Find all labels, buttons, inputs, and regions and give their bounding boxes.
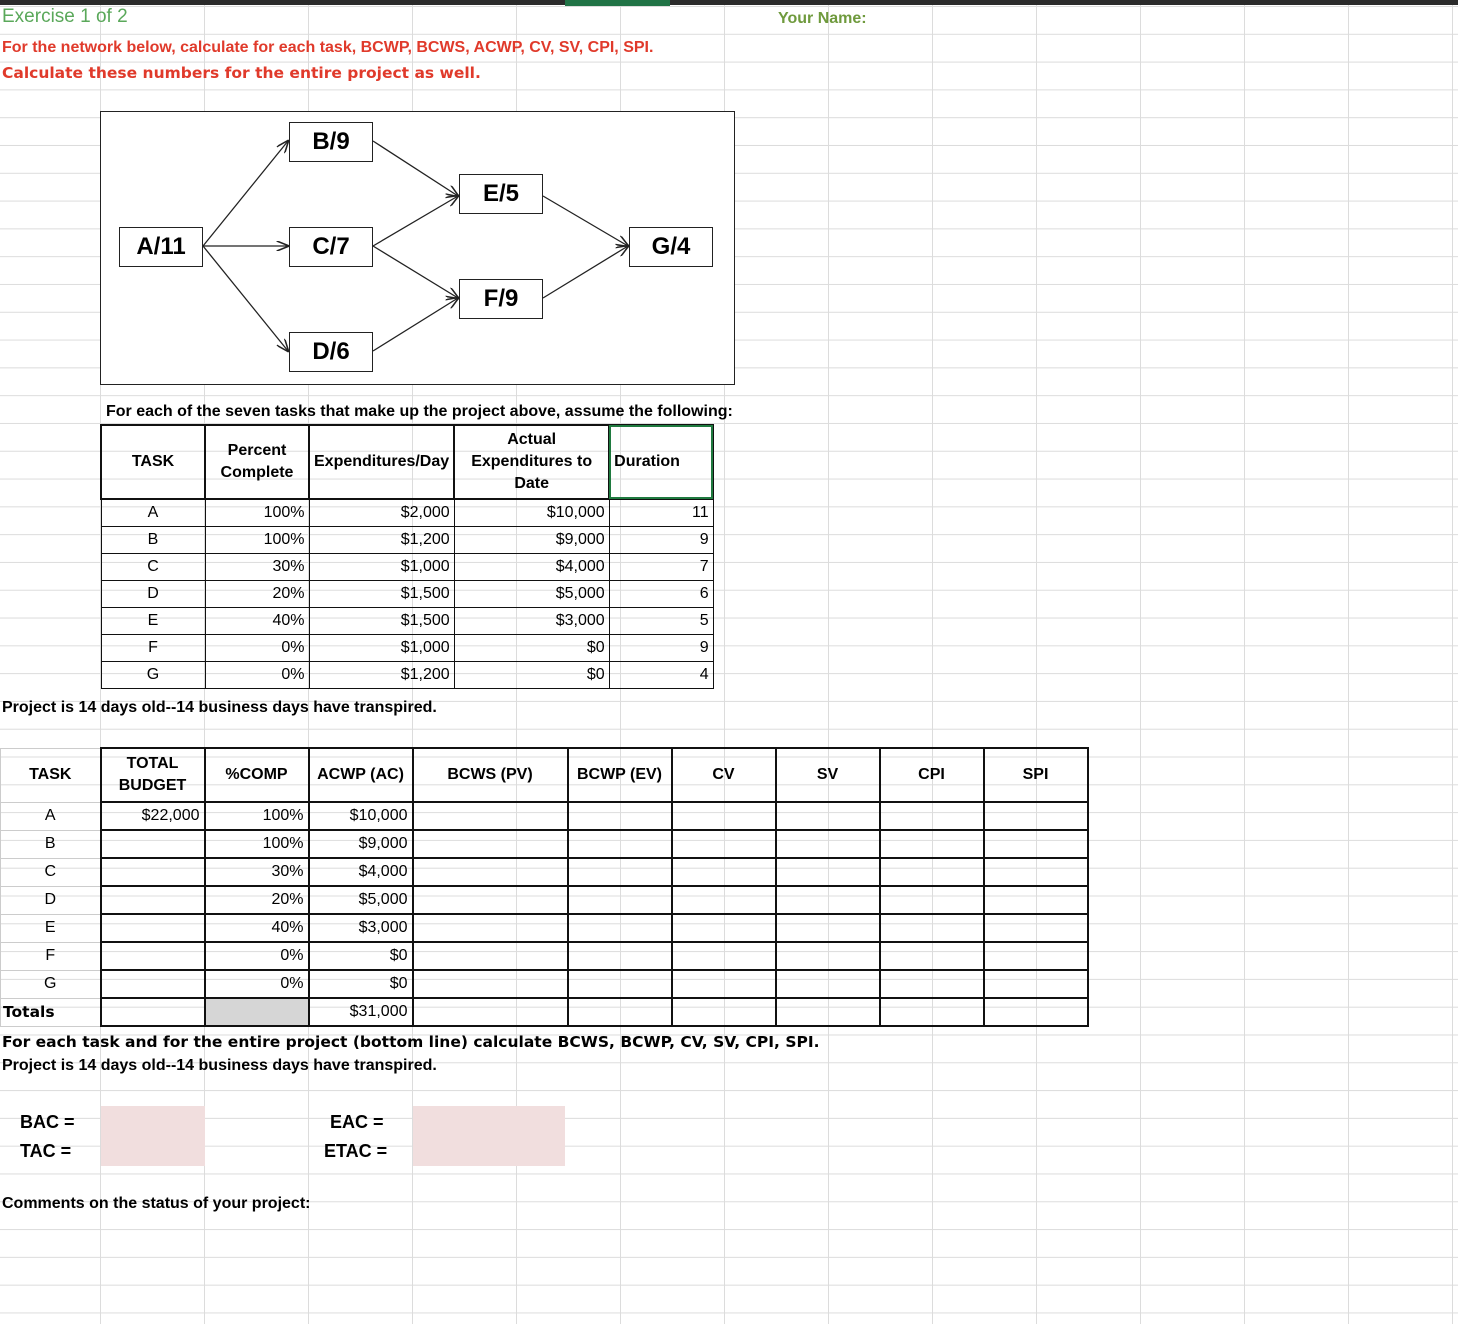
table-row (1, 830, 1088, 858)
acwp-cell[interactable]: $5,000 (309, 886, 413, 914)
table-row (1, 802, 1088, 830)
bcws-cell[interactable] (413, 886, 568, 914)
node-d: D/6 (289, 332, 373, 372)
spi-cell[interactable] (984, 830, 1088, 858)
table-row (101, 554, 713, 581)
col-header-spi[interactable]: SPI (984, 748, 1088, 802)
cpi-cell[interactable] (880, 886, 984, 914)
spi-cell[interactable] (984, 970, 1088, 998)
bcwp-cell[interactable] (568, 802, 672, 830)
cpi-cell[interactable] (880, 802, 984, 830)
pct-cell[interactable]: 100% (205, 802, 309, 830)
footer-project-age: Project is 14 days old--14 business days have transpired. (2, 1057, 437, 1074)
task-cell[interactable]: B (1, 830, 101, 858)
your-name-label: Your Name: (778, 10, 867, 27)
actual-cell[interactable]: $0 (454, 662, 609, 689)
percent-cell[interactable]: 100% (205, 499, 309, 527)
budget-cell[interactable] (101, 886, 205, 914)
col-header-pct-comp[interactable]: %COMP (205, 748, 309, 802)
cpi-cell[interactable] (880, 914, 984, 942)
task-cell[interactable]: A (101, 499, 205, 527)
duration-cell[interactable]: 9 (609, 635, 713, 662)
sv-cell[interactable] (776, 970, 880, 998)
actual-cell[interactable]: $0 (454, 635, 609, 662)
col-header-task[interactable]: TASK (1, 748, 101, 802)
percent-cell[interactable]: 30% (205, 554, 309, 581)
etac-label: ETAC = (324, 1141, 388, 1161)
acwp-cell[interactable]: $10,000 (309, 802, 413, 830)
acwp-cell[interactable]: $3,000 (309, 914, 413, 942)
acwp-cell[interactable]: $0 (309, 942, 413, 970)
totals-spi-cell[interactable] (984, 998, 1088, 1026)
sv-cell[interactable] (776, 886, 880, 914)
percent-cell[interactable]: 20% (205, 581, 309, 608)
task-cell[interactable]: G (1, 970, 101, 998)
cv-cell[interactable] (672, 858, 776, 886)
node-a: A/11 (119, 227, 203, 267)
table-row (101, 499, 713, 527)
acwp-cell[interactable]: $9,000 (309, 830, 413, 858)
network-arrows (0, 0, 1458, 420)
totals-pct-cell[interactable] (205, 998, 309, 1026)
bcws-cell[interactable] (413, 802, 568, 830)
table-row (1, 886, 1088, 914)
results-table (0, 747, 1089, 1027)
task-cell[interactable]: F (101, 635, 205, 662)
spi-cell[interactable] (984, 802, 1088, 830)
duration-cell[interactable]: 5 (609, 608, 713, 635)
pct-cell[interactable]: 20% (205, 886, 309, 914)
bcws-cell[interactable] (413, 858, 568, 886)
bcwp-cell[interactable] (568, 858, 672, 886)
tac-label: TAC = (20, 1141, 72, 1161)
percent-cell[interactable]: 100% (205, 527, 309, 554)
per-day-cell[interactable]: $1,000 (309, 554, 454, 581)
table-row (101, 635, 713, 662)
task-cell[interactable]: G (101, 662, 205, 689)
bcws-cell[interactable] (413, 830, 568, 858)
node-e: E/5 (459, 174, 543, 214)
task-cell[interactable]: C (101, 554, 205, 581)
bcws-cell[interactable] (413, 942, 568, 970)
totals-label[interactable]: Totals (1, 998, 101, 1026)
table-row (1, 858, 1088, 886)
node-b: B/9 (289, 122, 373, 162)
col-header-percent-complete[interactable]: Percent Complete (205, 425, 309, 499)
cv-cell[interactable] (672, 942, 776, 970)
sv-cell[interactable] (776, 858, 880, 886)
node-g: G/4 (629, 227, 713, 267)
col-header-cpi[interactable]: CPI (880, 748, 984, 802)
totals-acwp-cell[interactable]: $31,000 (309, 998, 413, 1026)
node-c: C/7 (289, 227, 373, 267)
instruction-line-1: For the network below, calculate for each task, BCWP, BCWS, ACWP, CV, SV, CPI, SPI. (2, 39, 654, 56)
totals-bcws-cell[interactable] (413, 998, 568, 1026)
per-day-cell[interactable]: $1,200 (309, 662, 454, 689)
budget-cell[interactable] (101, 970, 205, 998)
task-cell[interactable]: E (101, 608, 205, 635)
bac-label: BAC = (20, 1112, 75, 1132)
totals-cv-cell[interactable] (672, 998, 776, 1026)
per-day-cell[interactable]: $1,000 (309, 635, 454, 662)
duration-cell[interactable]: 6 (609, 581, 713, 608)
actual-cell[interactable]: $4,000 (454, 554, 609, 581)
budget-cell[interactable]: $22,000 (101, 802, 205, 830)
comments-label: Comments on the status of your project: (2, 1195, 311, 1212)
duration-cell[interactable]: 11 (609, 499, 713, 527)
task-cell[interactable]: D (101, 581, 205, 608)
instruction-line-2: Calculate these numbers for the entire project as well. (2, 64, 481, 82)
col-header-sv[interactable]: SV (776, 748, 880, 802)
cpi-cell[interactable] (880, 830, 984, 858)
pct-cell[interactable]: 40% (205, 914, 309, 942)
spi-cell[interactable] (984, 942, 1088, 970)
cv-cell[interactable] (672, 886, 776, 914)
task-cell[interactable]: C (1, 858, 101, 886)
bcwp-cell[interactable] (568, 886, 672, 914)
bcwp-cell[interactable] (568, 914, 672, 942)
cpi-cell[interactable] (880, 858, 984, 886)
cpi-cell[interactable] (880, 942, 984, 970)
task-cell[interactable]: B (101, 527, 205, 554)
per-day-cell[interactable]: $1,200 (309, 527, 454, 554)
percent-cell[interactable]: 0% (205, 635, 309, 662)
duration-cell[interactable]: 4 (609, 662, 713, 689)
node-f: F/9 (459, 279, 543, 319)
pct-cell[interactable]: 30% (205, 858, 309, 886)
task-cell[interactable]: A (1, 802, 101, 830)
actual-cell[interactable]: $10,000 (454, 499, 609, 527)
col-header-expenditures-day[interactable]: Expenditures/Day (309, 425, 454, 499)
totals-budget-cell[interactable] (101, 998, 205, 1026)
totals-bcwp-cell[interactable] (568, 998, 672, 1026)
acwp-cell[interactable]: $0 (309, 970, 413, 998)
spi-cell[interactable] (984, 886, 1088, 914)
col-header-duration[interactable]: Duration (609, 425, 713, 499)
sv-cell[interactable] (776, 942, 880, 970)
duration-cell[interactable]: 7 (609, 554, 713, 581)
table-row (101, 527, 713, 554)
project-age-note: Project is 14 days old--14 business days have transpired. (2, 699, 437, 716)
bac-tac-input[interactable] (101, 1106, 205, 1166)
cv-cell[interactable] (672, 970, 776, 998)
actual-cell[interactable]: $5,000 (454, 581, 609, 608)
per-day-cell[interactable]: $1,500 (309, 608, 454, 635)
percent-cell[interactable]: 0% (205, 662, 309, 689)
table-row (1, 942, 1088, 970)
col-header-task[interactable]: TASK (101, 425, 205, 499)
bcwp-cell[interactable] (568, 970, 672, 998)
cpi-cell[interactable] (880, 970, 984, 998)
table-row (101, 662, 713, 689)
budget-cell[interactable] (101, 914, 205, 942)
cv-cell[interactable] (672, 830, 776, 858)
col-header-bcwp[interactable]: BCWP (EV) (568, 748, 672, 802)
table-row (1, 914, 1088, 942)
acwp-cell[interactable]: $4,000 (309, 858, 413, 886)
percent-cell[interactable]: 40% (205, 608, 309, 635)
bcwp-cell[interactable] (568, 942, 672, 970)
col-header-bcws[interactable]: BCWS (PV) (413, 748, 568, 802)
budget-cell[interactable] (101, 942, 205, 970)
sv-cell[interactable] (776, 830, 880, 858)
col-header-total-budget[interactable]: TOTAL BUDGET (101, 748, 205, 802)
totals-row (1, 998, 1088, 1026)
budget-cell[interactable] (101, 830, 205, 858)
pct-cell[interactable]: 0% (205, 942, 309, 970)
spi-cell[interactable] (984, 858, 1088, 886)
table-row (101, 581, 713, 608)
totals-cpi-cell[interactable] (880, 998, 984, 1026)
footer-instruction: For each task and for the entire project (bottom line) calculate BCWS, BCWP, CV, SV, CPI, SPI. (2, 1033, 820, 1051)
sv-cell[interactable] (776, 802, 880, 830)
bcws-cell[interactable] (413, 970, 568, 998)
table-row (101, 608, 713, 635)
col-header-cv[interactable]: CV (672, 748, 776, 802)
exercise-title: Exercise 1 of 2 (2, 6, 128, 27)
spi-cell[interactable] (984, 914, 1088, 942)
table-row (1, 970, 1088, 998)
cv-cell[interactable] (672, 914, 776, 942)
bcwp-cell[interactable] (568, 830, 672, 858)
task-cell[interactable]: F (1, 942, 101, 970)
pct-cell[interactable]: 100% (205, 830, 309, 858)
totals-sv-cell[interactable] (776, 998, 880, 1026)
actual-cell[interactable]: $9,000 (454, 527, 609, 554)
task-cell[interactable]: E (1, 914, 101, 942)
pct-cell[interactable]: 0% (205, 970, 309, 998)
duration-cell[interactable]: 9 (609, 527, 713, 554)
assumptions-table (100, 424, 714, 689)
budget-cell[interactable] (101, 858, 205, 886)
bcws-cell[interactable] (413, 914, 568, 942)
eac-etac-input[interactable] (413, 1106, 565, 1166)
task-cell[interactable]: D (1, 886, 101, 914)
col-header-acwp[interactable]: ACWP (AC) (309, 748, 413, 802)
assumptions-heading: For each of the seven tasks that make up the project above, assume the following: (106, 403, 733, 420)
col-header-actual-expenditures[interactable]: Actual Expenditures to Date (454, 425, 609, 499)
actual-cell[interactable]: $3,000 (454, 608, 609, 635)
sv-cell[interactable] (776, 914, 880, 942)
per-day-cell[interactable]: $1,500 (309, 581, 454, 608)
per-day-cell[interactable]: $2,000 (309, 499, 454, 527)
eac-label: EAC = (330, 1112, 384, 1132)
cv-cell[interactable] (672, 802, 776, 830)
